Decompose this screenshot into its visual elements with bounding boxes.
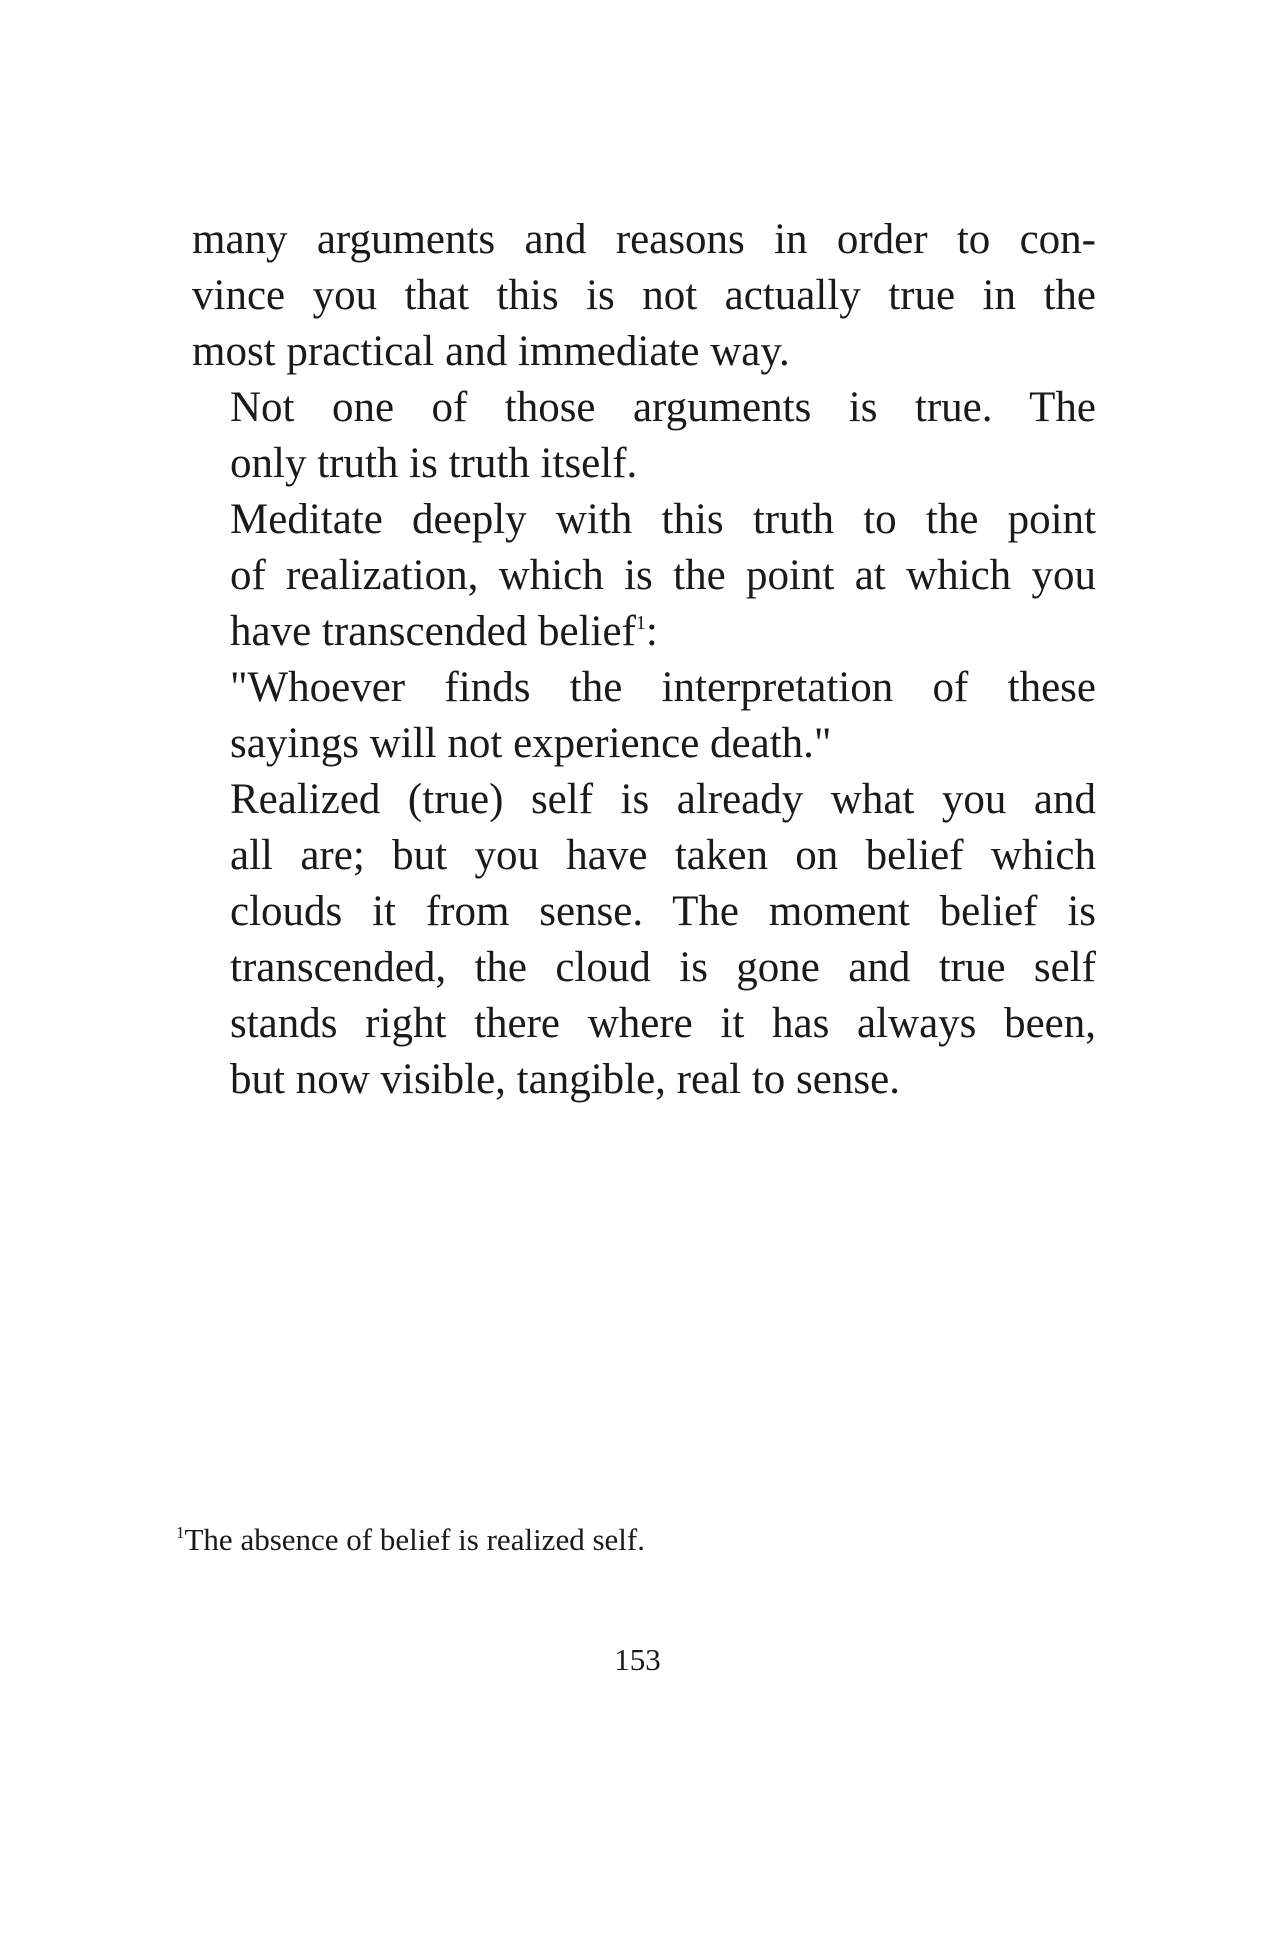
- text-line: "Whoever finds the interpretation of these: [230, 664, 1096, 711]
- paragraph-1: [192, 212, 1096, 380]
- footnote-marker: 1: [176, 1523, 185, 1542]
- text-line: all are; but you have taken on belief which: [230, 832, 1096, 879]
- text-line: Realized (true) self is already what you and: [230, 776, 1096, 823]
- footnote-reference: 1: [635, 612, 646, 634]
- text-line: but now visible, tangible, real to sense.: [230, 1056, 900, 1103]
- text-line: only truth is truth itself.: [230, 440, 638, 487]
- main-text: [192, 212, 1096, 1108]
- paragraph-4-quote: [192, 660, 1096, 772]
- text-line: vince you that this is not actually true in the: [192, 272, 1096, 319]
- text-line: sayings will not experience death.": [230, 720, 832, 767]
- text-line: most practical and immediate way.: [192, 328, 790, 375]
- footnote-text: The absence of belief is realized self.: [184, 1522, 645, 1557]
- text-line: stands right there where it has always been,: [230, 1000, 1096, 1047]
- text-fragment: have transcended belief: [230, 608, 636, 655]
- text-fragment: :: [645, 608, 658, 655]
- text-line: Meditate deeply with this truth to the point: [230, 496, 1096, 543]
- text-line: many arguments and reasons in order to con-: [192, 216, 1096, 263]
- text-line: clouds it from sense. The moment belief is: [230, 888, 1096, 935]
- text-line: of realization, which is the point at which you: [230, 552, 1096, 599]
- paragraph-2: [192, 380, 1096, 492]
- text-line: transcended, the cloud is gone and true self: [230, 944, 1096, 991]
- text-line-with-footnote: [192, 604, 1096, 660]
- paragraph-3: [192, 492, 1096, 660]
- paragraph-5: [192, 772, 1096, 1108]
- footnote: [176, 1520, 645, 1560]
- text-line: Not one of those arguments is true. The: [230, 384, 1096, 431]
- page-number: 153: [614, 1642, 661, 1677]
